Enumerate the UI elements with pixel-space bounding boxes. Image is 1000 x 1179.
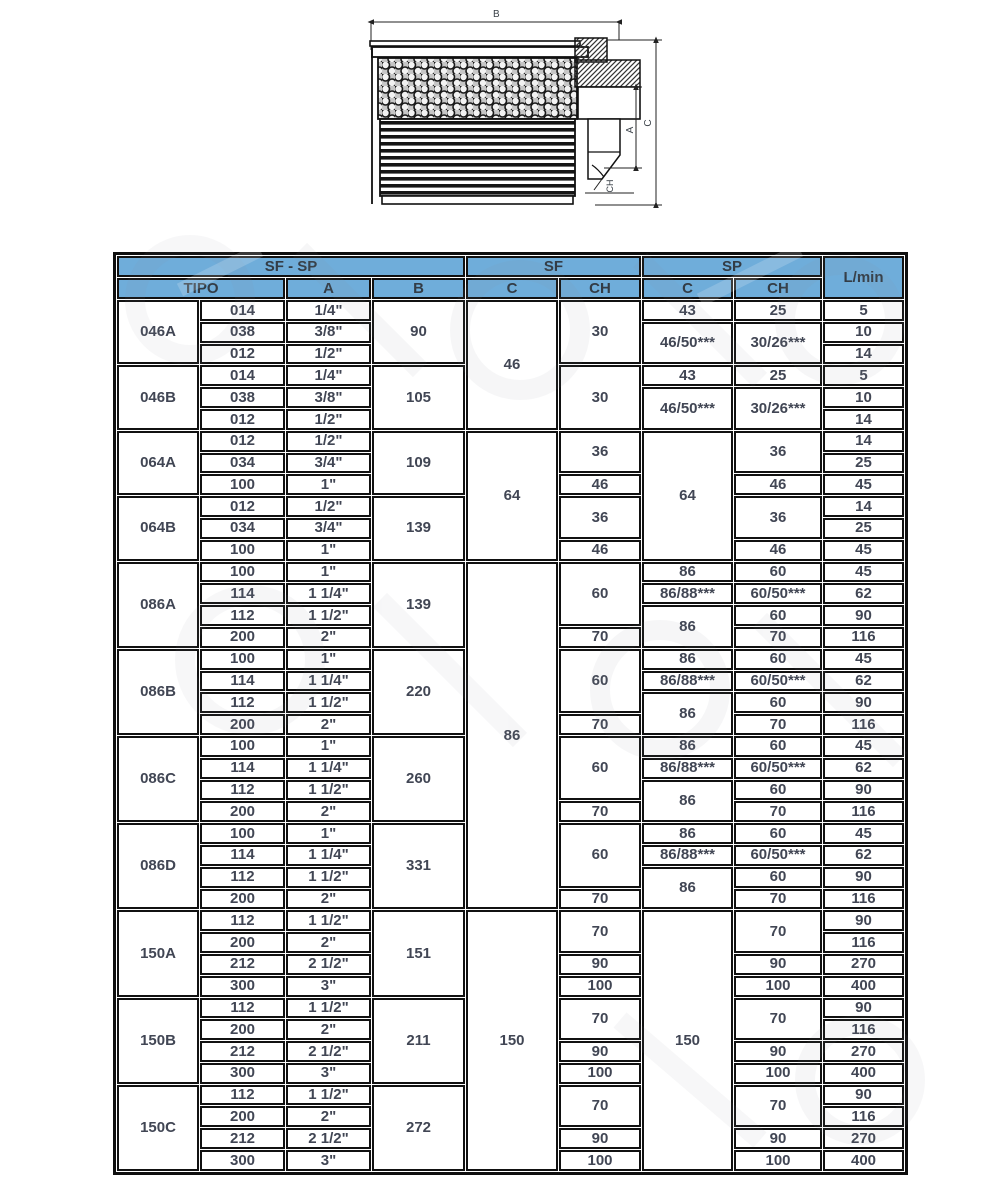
- table-cell: 90: [372, 300, 465, 364]
- table-cell: 100: [734, 1063, 822, 1084]
- table-cell: 46: [734, 474, 822, 495]
- header-cell: C: [466, 278, 558, 299]
- table-cell: 86: [642, 867, 733, 910]
- table-cell: 1 1/2": [286, 780, 371, 801]
- table-cell: 100: [200, 823, 285, 844]
- table-cell: 70: [559, 889, 641, 910]
- tipo-cell: 064B: [117, 496, 199, 560]
- table-cell: 212: [200, 954, 285, 975]
- table-cell: 2": [286, 889, 371, 910]
- table-cell: 200: [200, 932, 285, 953]
- nipple: [588, 119, 620, 179]
- table-cell: 100: [200, 474, 285, 495]
- table-body: [117, 300, 904, 1171]
- tipo-cell: 086B: [117, 649, 199, 735]
- table-cell: 70: [559, 627, 641, 648]
- filter-body: [370, 41, 588, 204]
- dim-label-ch: CH: [605, 179, 615, 193]
- header-cell: SF: [466, 256, 641, 277]
- table-cell: 30/26***: [734, 387, 822, 430]
- table-cell: 112: [200, 780, 285, 801]
- table-cell: 46/50***: [642, 322, 733, 365]
- table-cell: 60: [734, 692, 822, 713]
- table-cell: 200: [200, 714, 285, 735]
- table-cell: 64: [642, 431, 733, 561]
- table-cell: 270: [823, 954, 904, 975]
- table-cell: 109: [372, 431, 465, 495]
- table-cell: 2": [286, 714, 371, 735]
- table-cell: 116: [823, 714, 904, 735]
- table-cell: 3/8": [286, 387, 371, 408]
- table-cell: 034: [200, 518, 285, 539]
- table-cell: 60: [559, 823, 641, 887]
- dim-label-c: C: [643, 119, 654, 127]
- table-cell: 62: [823, 583, 904, 604]
- table-cell: 36: [559, 496, 641, 539]
- table-cell: 116: [823, 801, 904, 822]
- table-cell: 60: [734, 867, 822, 888]
- table-cell: 139: [372, 562, 465, 648]
- table-cell: 112: [200, 910, 285, 931]
- table-cell: 70: [734, 801, 822, 822]
- table-cell: 211: [372, 998, 465, 1084]
- table-cell: 60: [559, 736, 641, 800]
- table-cell: 038: [200, 387, 285, 408]
- table-cell: 114: [200, 845, 285, 866]
- table-cell: 60/50***: [734, 671, 822, 692]
- table-cell: 300: [200, 1150, 285, 1171]
- table-cell: 70: [734, 1085, 822, 1128]
- table-cell: 1": [286, 823, 371, 844]
- pleated-section: [380, 119, 575, 196]
- header-cell: C: [642, 278, 733, 299]
- table-cell: 270: [823, 1041, 904, 1062]
- table-cell: 112: [200, 1085, 285, 1106]
- table-cell: 60/50***: [734, 845, 822, 866]
- table-cell: 150: [466, 910, 558, 1171]
- table-row: [117, 431, 904, 452]
- table-cell: 25: [734, 300, 822, 321]
- table-cell: 70: [559, 1085, 641, 1128]
- table-cell: 014: [200, 300, 285, 321]
- header-cell: L/min: [823, 256, 904, 299]
- table-cell: 10: [823, 387, 904, 408]
- table-cell: 270: [823, 1128, 904, 1149]
- table-cell: 2": [286, 932, 371, 953]
- table-cell: 100: [559, 1063, 641, 1084]
- table-cell: 90: [559, 954, 641, 975]
- tipo-cell: 064A: [117, 431, 199, 495]
- table-cell: 1": [286, 736, 371, 757]
- table-cell: 3": [286, 1150, 371, 1171]
- table-cell: 112: [200, 998, 285, 1019]
- table-cell: 90: [823, 910, 904, 931]
- table-cell: 012: [200, 344, 285, 365]
- table-cell: 90: [559, 1128, 641, 1149]
- table-cell: 70: [559, 910, 641, 953]
- table-cell: 5: [823, 300, 904, 321]
- table-cell: 30: [559, 365, 641, 429]
- table-cell: 86: [642, 692, 733, 735]
- table-cell: 1 1/4": [286, 583, 371, 604]
- table-cell: 100: [559, 1150, 641, 1171]
- table-cell: 90: [734, 1041, 822, 1062]
- table-cell: 200: [200, 889, 285, 910]
- table-cell: 2": [286, 1106, 371, 1127]
- table-cell: 70: [734, 998, 822, 1041]
- header-cell: CH: [734, 278, 822, 299]
- table-cell: 300: [200, 976, 285, 997]
- table-cell: 5: [823, 365, 904, 386]
- filter-connector: [575, 38, 640, 179]
- header-cell: SP: [642, 256, 822, 277]
- table-cell: 70: [559, 714, 641, 735]
- table-cell: 116: [823, 932, 904, 953]
- table-cell: 1 1/2": [286, 1085, 371, 1106]
- table-cell: 70: [559, 801, 641, 822]
- table-cell: 86: [642, 823, 733, 844]
- table-cell: 260: [372, 736, 465, 822]
- table-cell: 1": [286, 474, 371, 495]
- table-cell: 3/4": [286, 453, 371, 474]
- table-cell: 2 1/2": [286, 954, 371, 975]
- table-cell: 100: [200, 540, 285, 561]
- table-cell: 400: [823, 1150, 904, 1171]
- table-cell: 43: [642, 300, 733, 321]
- tipo-cell: 086A: [117, 562, 199, 648]
- table-cell: 114: [200, 583, 285, 604]
- header-cell: A: [286, 278, 371, 299]
- table-cell: 70: [734, 627, 822, 648]
- header-group-row: [117, 256, 904, 277]
- table-cell: 43: [642, 365, 733, 386]
- table-cell: 1/2": [286, 496, 371, 517]
- table-cell: 1/4": [286, 300, 371, 321]
- table-cell: 86: [642, 649, 733, 670]
- table-cell: 3": [286, 976, 371, 997]
- table-cell: 46: [734, 540, 822, 561]
- table-cell: 46/50***: [642, 387, 733, 430]
- table-cell: 86/88***: [642, 671, 733, 692]
- table-cell: 300: [200, 1063, 285, 1084]
- table-cell: 200: [200, 1019, 285, 1040]
- table-row: [117, 300, 904, 321]
- table-cell: 86: [642, 605, 733, 648]
- table-cell: 14: [823, 431, 904, 452]
- table-cell: 70: [559, 998, 641, 1041]
- table-cell: 90: [734, 1128, 822, 1149]
- table-cell: 100: [200, 649, 285, 670]
- table-cell: 012: [200, 431, 285, 452]
- table-row: [117, 910, 904, 931]
- table-cell: 112: [200, 867, 285, 888]
- table-cell: 114: [200, 758, 285, 779]
- table-cell: 105: [372, 365, 465, 429]
- header-cell: TIPO: [117, 278, 285, 299]
- table-cell: 62: [823, 845, 904, 866]
- table-cell: 038: [200, 322, 285, 343]
- table-cell: 45: [823, 540, 904, 561]
- table-cell: 90: [823, 605, 904, 626]
- table-cell: 62: [823, 758, 904, 779]
- table-cell: 45: [823, 823, 904, 844]
- table-cell: 1": [286, 562, 371, 583]
- table-cell: 1 1/2": [286, 605, 371, 626]
- table-cell: 10: [823, 322, 904, 343]
- table-cell: 14: [823, 409, 904, 430]
- table-cell: 70: [734, 910, 822, 953]
- table-cell: 30/26***: [734, 322, 822, 365]
- table-cell: 60: [734, 562, 822, 583]
- tipo-cell: 046A: [117, 300, 199, 364]
- table-cell: 151: [372, 910, 465, 996]
- table-cell: 45: [823, 474, 904, 495]
- table-cell: 1 1/2": [286, 998, 371, 1019]
- header-cell: CH: [559, 278, 641, 299]
- table-cell: 60: [559, 562, 641, 626]
- table-cell: 331: [372, 823, 465, 909]
- table-cell: 100: [734, 1150, 822, 1171]
- table-cell: 114: [200, 671, 285, 692]
- table-cell: 220: [372, 649, 465, 735]
- table-header: [117, 256, 904, 299]
- table-cell: 46: [466, 300, 558, 430]
- table-cell: 70: [734, 714, 822, 735]
- table-cell: 200: [200, 801, 285, 822]
- table-cell: 90: [823, 998, 904, 1019]
- hex-nut: [578, 87, 640, 119]
- table-cell: 60: [734, 823, 822, 844]
- table-cell: 3": [286, 1063, 371, 1084]
- table-cell: 70: [734, 889, 822, 910]
- table-cell: 139: [372, 496, 465, 560]
- dim-label-a: A: [625, 126, 636, 134]
- table-cell: 90: [734, 954, 822, 975]
- table-cell: 36: [734, 496, 822, 539]
- header-column-row: [117, 278, 904, 299]
- table-cell: 45: [823, 649, 904, 670]
- table-cell: 1 1/4": [286, 758, 371, 779]
- mesh-section: [378, 58, 577, 119]
- table-cell: 60: [734, 736, 822, 757]
- header-cell: B: [372, 278, 465, 299]
- tipo-cell: 086D: [117, 823, 199, 909]
- tipo-cell: 086C: [117, 736, 199, 822]
- table-cell: 90: [823, 780, 904, 801]
- table-cell: 14: [823, 496, 904, 517]
- table-cell: 86/88***: [642, 845, 733, 866]
- table-cell: 25: [823, 518, 904, 539]
- table-cell: 100: [734, 976, 822, 997]
- table-cell: 1 1/2": [286, 910, 371, 931]
- filter-technical-drawing: [330, 2, 700, 242]
- table-cell: 150: [642, 910, 733, 1171]
- table-cell: 2 1/2": [286, 1128, 371, 1149]
- table-cell: 2 1/2": [286, 1041, 371, 1062]
- table-cell: 25: [823, 453, 904, 474]
- table-cell: 1/4": [286, 365, 371, 386]
- table-cell: 60: [734, 649, 822, 670]
- table-cell: 200: [200, 1106, 285, 1127]
- header-cell: SF - SP: [117, 256, 465, 277]
- table-cell: 212: [200, 1128, 285, 1149]
- table-cell: 45: [823, 736, 904, 757]
- table-cell: 86/88***: [642, 583, 733, 604]
- tipo-cell: 150A: [117, 910, 199, 996]
- table-cell: 60: [734, 605, 822, 626]
- table-cell: 64: [466, 431, 558, 561]
- table-cell: 400: [823, 976, 904, 997]
- table-cell: 1": [286, 649, 371, 670]
- table-cell: 86/88***: [642, 758, 733, 779]
- table-cell: 86: [466, 562, 558, 910]
- table-cell: 46: [559, 540, 641, 561]
- table-cell: 112: [200, 605, 285, 626]
- table-row: [117, 562, 904, 583]
- table-cell: 1": [286, 540, 371, 561]
- table-cell: 90: [823, 867, 904, 888]
- table-cell: 1 1/2": [286, 692, 371, 713]
- table-cell: 1 1/2": [286, 867, 371, 888]
- table-cell: 2": [286, 1019, 371, 1040]
- table-cell: 90: [823, 692, 904, 713]
- table-cell: 272: [372, 1085, 465, 1171]
- table-cell: 212: [200, 1041, 285, 1062]
- table-cell: 116: [823, 627, 904, 648]
- table-cell: 90: [823, 1085, 904, 1106]
- table-cell: 100: [200, 736, 285, 757]
- table-cell: 62: [823, 671, 904, 692]
- table-cell: 86: [642, 780, 733, 823]
- table-cell: 1 1/4": [286, 671, 371, 692]
- table-cell: 1/2": [286, 344, 371, 365]
- table-cell: 012: [200, 496, 285, 517]
- table-cell: 014: [200, 365, 285, 386]
- table-cell: 034: [200, 453, 285, 474]
- table-cell: 30: [559, 300, 641, 364]
- tipo-cell: 046B: [117, 365, 199, 429]
- table-cell: 200: [200, 627, 285, 648]
- table-cell: 012: [200, 409, 285, 430]
- table-cell: 60: [559, 649, 641, 713]
- table-cell: 86: [642, 562, 733, 583]
- table-cell: 46: [559, 474, 641, 495]
- table-cell: 100: [200, 562, 285, 583]
- table-cell: 116: [823, 1106, 904, 1127]
- table-cell: 112: [200, 692, 285, 713]
- table-cell: 2": [286, 627, 371, 648]
- table-cell: 36: [734, 431, 822, 474]
- table-cell: 45: [823, 562, 904, 583]
- table-cell: 1 1/4": [286, 845, 371, 866]
- dim-label-b: B: [493, 9, 500, 20]
- table-cell: 60/50***: [734, 583, 822, 604]
- table-cell: 3/8": [286, 322, 371, 343]
- table-cell: 400: [823, 1063, 904, 1084]
- table-cell: 14: [823, 344, 904, 365]
- tipo-cell: 150B: [117, 998, 199, 1084]
- table-cell: 116: [823, 889, 904, 910]
- table-cell: 3/4": [286, 518, 371, 539]
- table-cell: 86: [642, 736, 733, 757]
- table-cell: 1/2": [286, 409, 371, 430]
- spec-table: [113, 252, 908, 1175]
- table-cell: 25: [734, 365, 822, 386]
- tipo-cell: 150C: [117, 1085, 199, 1171]
- table-cell: 2": [286, 801, 371, 822]
- table-cell: 90: [559, 1041, 641, 1062]
- table-cell: 60/50***: [734, 758, 822, 779]
- table-cell: 60: [734, 780, 822, 801]
- table-cell: 116: [823, 1019, 904, 1040]
- table-cell: 100: [559, 976, 641, 997]
- table-cell: 1/2": [286, 431, 371, 452]
- table-cell: 36: [559, 431, 641, 474]
